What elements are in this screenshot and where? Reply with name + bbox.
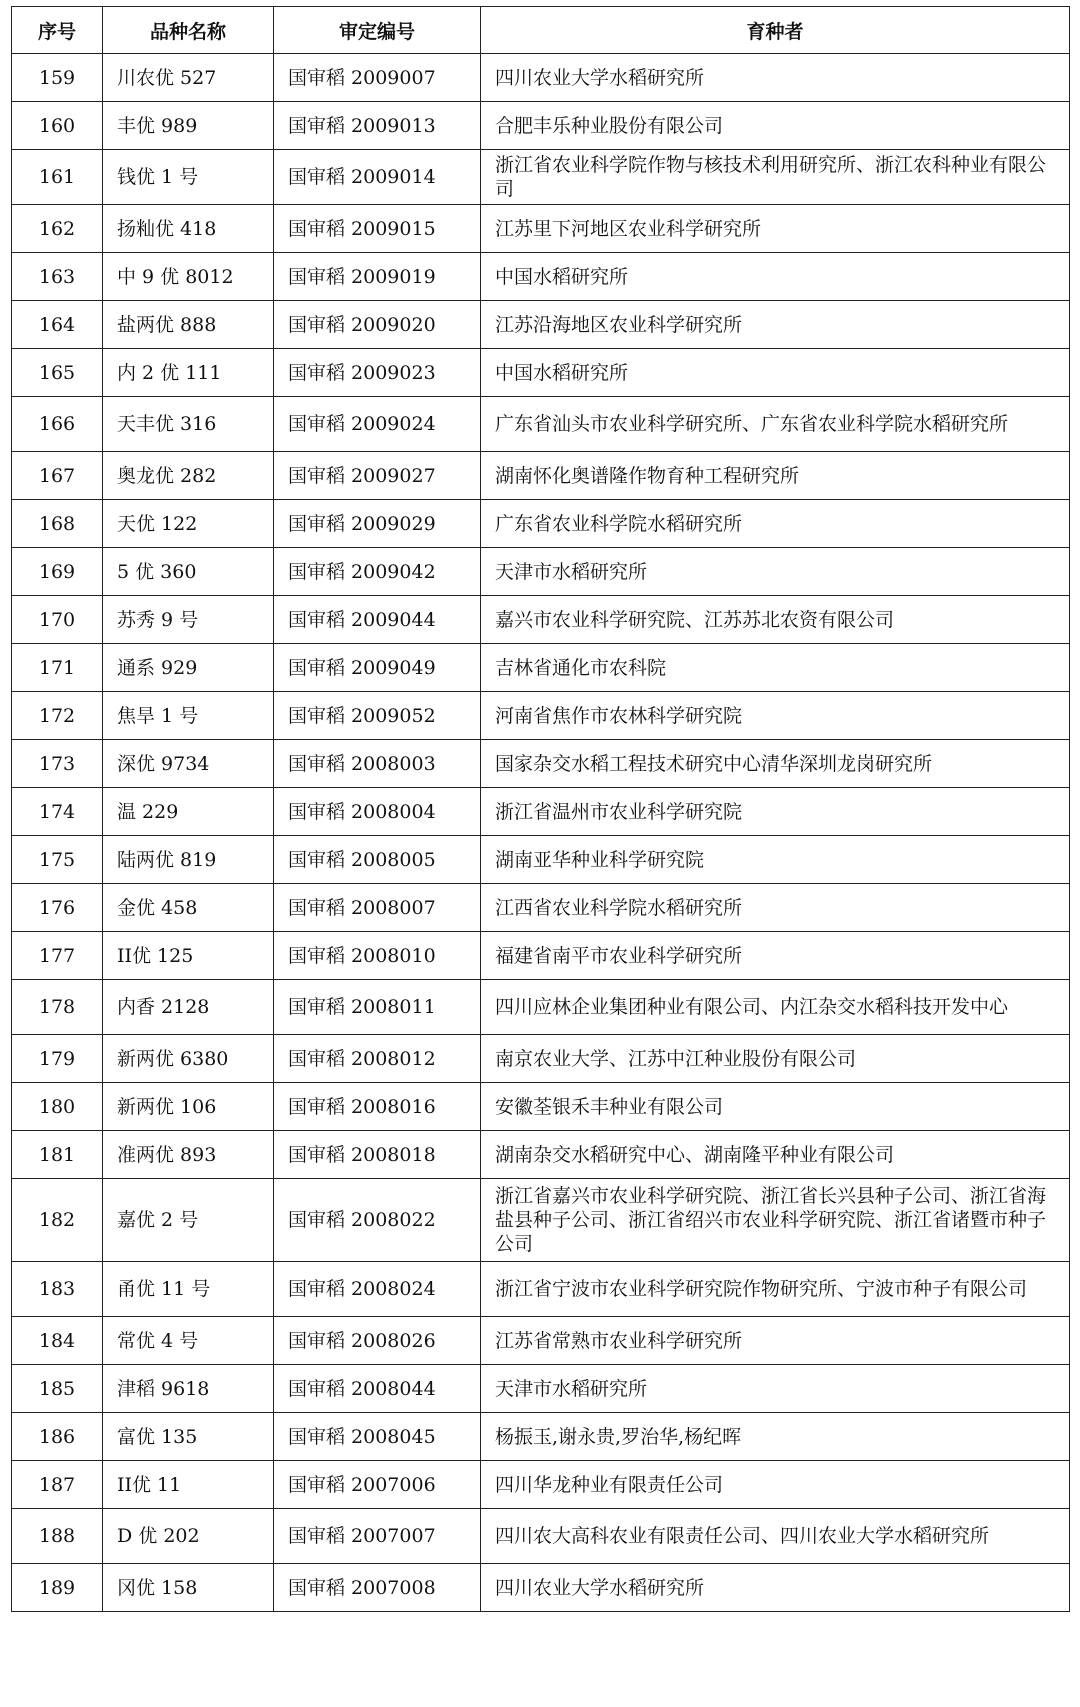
cell-serial-no: 174 <box>12 788 103 836</box>
cell-variety-name: 嘉优 2 号 <box>103 1179 274 1262</box>
cell-variety-name: 天丰优 316 <box>103 397 274 452</box>
cell-variety-name: 奥龙优 282 <box>103 452 274 500</box>
cell-approval-number: 国审稻 2009044 <box>274 596 481 644</box>
cell-variety-name: II优 11 <box>103 1461 274 1509</box>
cell-serial-no: 161 <box>12 150 103 205</box>
cell-approval-number: 国审稻 2009007 <box>274 54 481 102</box>
cell-breeder: 四川农业大学水稻研究所 <box>481 54 1070 102</box>
cell-breeder: 江苏里下河地区农业科学研究所 <box>481 205 1070 253</box>
cell-variety-name: 新两优 106 <box>103 1083 274 1131</box>
cell-breeder: 四川应林企业集团种业有限公司、内江杂交水稻科技开发中心 <box>481 980 1070 1035</box>
table-row <box>12 884 1070 932</box>
variety-table <box>11 6 1070 1612</box>
table-row <box>12 1131 1070 1179</box>
cell-breeder: 南京农业大学、江苏中江种业股份有限公司 <box>481 1035 1070 1083</box>
cell-serial-no: 169 <box>12 548 103 596</box>
cell-breeder: 湖南杂交水稻研究中心、湖南隆平种业有限公司 <box>481 1131 1070 1179</box>
cell-breeder: 安徽荃银禾丰种业有限公司 <box>481 1083 1070 1131</box>
table-row <box>12 349 1070 397</box>
table-row <box>12 596 1070 644</box>
cell-approval-number: 国审稻 2008024 <box>274 1262 481 1317</box>
cell-breeder: 杨振玉,谢永贵,罗治华,杨纪晖 <box>481 1413 1070 1461</box>
cell-variety-name: 钱优 1 号 <box>103 150 274 205</box>
cell-breeder: 河南省焦作市农林科学研究院 <box>481 692 1070 740</box>
cell-approval-number: 国审稻 2007006 <box>274 1461 481 1509</box>
cell-breeder: 广东省汕头市农业科学研究所、广东省农业科学院水稻研究所 <box>481 397 1070 452</box>
cell-variety-name: 盐两优 888 <box>103 301 274 349</box>
table-row <box>12 644 1070 692</box>
cell-serial-no: 180 <box>12 1083 103 1131</box>
table-row <box>12 1461 1070 1509</box>
table-row <box>12 740 1070 788</box>
cell-approval-number: 国审稻 2009049 <box>274 644 481 692</box>
cell-approval-number: 国审稻 2008005 <box>274 836 481 884</box>
table-row <box>12 1413 1070 1461</box>
cell-serial-no: 166 <box>12 397 103 452</box>
cell-variety-name: 焦旱 1 号 <box>103 692 274 740</box>
table-row <box>12 1035 1070 1083</box>
cell-variety-name: 准两优 893 <box>103 1131 274 1179</box>
cell-breeder: 四川农大高科农业有限责任公司、四川农业大学水稻研究所 <box>481 1509 1070 1564</box>
cell-approval-number: 国审稻 2008045 <box>274 1413 481 1461</box>
table-row <box>12 1083 1070 1131</box>
table-row <box>12 1365 1070 1413</box>
cell-breeder: 江苏省常熟市农业科学研究所 <box>481 1317 1070 1365</box>
cell-serial-no: 177 <box>12 932 103 980</box>
cell-breeder: 浙江省宁波市农业科学研究院作物研究所、宁波市种子有限公司 <box>481 1262 1070 1317</box>
cell-approval-number: 国审稻 2009024 <box>274 397 481 452</box>
table-header-row <box>12 7 1070 54</box>
cell-approval-number: 国审稻 2007007 <box>274 1509 481 1564</box>
table-row <box>12 1317 1070 1365</box>
table-row <box>12 1564 1070 1612</box>
cell-serial-no: 186 <box>12 1413 103 1461</box>
cell-serial-no: 168 <box>12 500 103 548</box>
header-serial-no: 序号 <box>12 7 103 54</box>
cell-serial-no: 165 <box>12 349 103 397</box>
cell-breeder: 浙江省嘉兴市农业科学研究院、浙江省长兴县种子公司、浙江省海盐县种子公司、浙江省绍兴市农业科学研究院、浙江省诸暨市种子公司 <box>481 1179 1070 1262</box>
cell-approval-number: 国审稻 2008018 <box>274 1131 481 1179</box>
cell-approval-number: 国审稻 2008044 <box>274 1365 481 1413</box>
cell-variety-name: 冈优 158 <box>103 1564 274 1612</box>
cell-variety-name: II优 125 <box>103 932 274 980</box>
cell-serial-no: 162 <box>12 205 103 253</box>
header-approval-number: 审定编号 <box>274 7 481 54</box>
cell-serial-no: 167 <box>12 452 103 500</box>
table-row <box>12 932 1070 980</box>
cell-serial-no: 173 <box>12 740 103 788</box>
table-row <box>12 980 1070 1035</box>
cell-breeder: 四川华龙种业有限责任公司 <box>481 1461 1070 1509</box>
cell-variety-name: 常优 4 号 <box>103 1317 274 1365</box>
cell-variety-name: 扬籼优 418 <box>103 205 274 253</box>
cell-approval-number: 国审稻 2008022 <box>274 1179 481 1262</box>
cell-approval-number: 国审稻 2008010 <box>274 932 481 980</box>
cell-approval-number: 国审稻 2007008 <box>274 1564 481 1612</box>
cell-breeder: 吉林省通化市农科院 <box>481 644 1070 692</box>
table-row <box>12 692 1070 740</box>
cell-variety-name: 中 9 优 8012 <box>103 253 274 301</box>
cell-serial-no: 171 <box>12 644 103 692</box>
cell-approval-number: 国审稻 2009014 <box>274 150 481 205</box>
cell-serial-no: 184 <box>12 1317 103 1365</box>
cell-breeder: 国家杂交水稻工程技术研究中心清华深圳龙岗研究所 <box>481 740 1070 788</box>
cell-approval-number: 国审稻 2008026 <box>274 1317 481 1365</box>
cell-breeder: 福建省南平市农业科学研究所 <box>481 932 1070 980</box>
cell-approval-number: 国审稻 2009052 <box>274 692 481 740</box>
cell-approval-number: 国审稻 2009027 <box>274 452 481 500</box>
cell-variety-name: 通系 929 <box>103 644 274 692</box>
table-row <box>12 452 1070 500</box>
cell-serial-no: 172 <box>12 692 103 740</box>
cell-variety-name: 丰优 989 <box>103 102 274 150</box>
cell-serial-no: 185 <box>12 1365 103 1413</box>
cell-serial-no: 163 <box>12 253 103 301</box>
table-row <box>12 1262 1070 1317</box>
cell-variety-name: 温 229 <box>103 788 274 836</box>
cell-variety-name: 内 2 优 111 <box>103 349 274 397</box>
cell-serial-no: 160 <box>12 102 103 150</box>
table-row <box>12 836 1070 884</box>
header-breeder: 育种者 <box>481 7 1070 54</box>
table-row <box>12 150 1070 205</box>
cell-approval-number: 国审稻 2008011 <box>274 980 481 1035</box>
cell-serial-no: 187 <box>12 1461 103 1509</box>
cell-variety-name: 川农优 527 <box>103 54 274 102</box>
table-row <box>12 500 1070 548</box>
cell-variety-name: D 优 202 <box>103 1509 274 1564</box>
cell-variety-name: 甬优 11 号 <box>103 1262 274 1317</box>
cell-serial-no: 189 <box>12 1564 103 1612</box>
cell-breeder: 湖南怀化奥谱隆作物育种工程研究所 <box>481 452 1070 500</box>
cell-approval-number: 国审稻 2008003 <box>274 740 481 788</box>
cell-breeder: 中国水稻研究所 <box>481 253 1070 301</box>
cell-approval-number: 国审稻 2008016 <box>274 1083 481 1131</box>
cell-breeder: 江西省农业科学院水稻研究所 <box>481 884 1070 932</box>
cell-breeder: 嘉兴市农业科学研究院、江苏苏北农资有限公司 <box>481 596 1070 644</box>
cell-approval-number: 国审稻 2009023 <box>274 349 481 397</box>
table-row <box>12 301 1070 349</box>
cell-variety-name: 富优 135 <box>103 1413 274 1461</box>
table-row <box>12 102 1070 150</box>
cell-variety-name: 金优 458 <box>103 884 274 932</box>
variety-table-container <box>11 6 1069 1612</box>
cell-breeder: 合肥丰乐种业股份有限公司 <box>481 102 1070 150</box>
cell-breeder: 中国水稻研究所 <box>481 349 1070 397</box>
table-row <box>12 397 1070 452</box>
table-row <box>12 1509 1070 1564</box>
cell-approval-number: 国审稻 2009042 <box>274 548 481 596</box>
cell-approval-number: 国审稻 2009015 <box>274 205 481 253</box>
cell-variety-name: 苏秀 9 号 <box>103 596 274 644</box>
cell-approval-number: 国审稻 2009013 <box>274 102 481 150</box>
cell-breeder: 广东省农业科学院水稻研究所 <box>481 500 1070 548</box>
cell-breeder: 江苏沿海地区农业科学研究所 <box>481 301 1070 349</box>
cell-variety-name: 深优 9734 <box>103 740 274 788</box>
cell-variety-name: 天优 122 <box>103 500 274 548</box>
table-row <box>12 1179 1070 1262</box>
cell-variety-name: 津稻 9618 <box>103 1365 274 1413</box>
cell-serial-no: 183 <box>12 1262 103 1317</box>
cell-approval-number: 国审稻 2009029 <box>274 500 481 548</box>
cell-serial-no: 176 <box>12 884 103 932</box>
header-variety-name: 品种名称 <box>103 7 274 54</box>
cell-approval-number: 国审稻 2008004 <box>274 788 481 836</box>
cell-breeder: 浙江省农业科学院作物与核技术利用研究所、浙江农科种业有限公司 <box>481 150 1070 205</box>
cell-variety-name: 陆两优 819 <box>103 836 274 884</box>
cell-serial-no: 178 <box>12 980 103 1035</box>
cell-serial-no: 159 <box>12 54 103 102</box>
table-row <box>12 205 1070 253</box>
table-body <box>12 54 1070 1612</box>
table-row <box>12 253 1070 301</box>
table-row <box>12 54 1070 102</box>
cell-serial-no: 181 <box>12 1131 103 1179</box>
cell-variety-name: 5 优 360 <box>103 548 274 596</box>
cell-approval-number: 国审稻 2009020 <box>274 301 481 349</box>
cell-breeder: 天津市水稻研究所 <box>481 1365 1070 1413</box>
cell-breeder: 浙江省温州市农业科学研究院 <box>481 788 1070 836</box>
cell-approval-number: 国审稻 2008007 <box>274 884 481 932</box>
cell-breeder: 四川农业大学水稻研究所 <box>481 1564 1070 1612</box>
cell-approval-number: 国审稻 2008012 <box>274 1035 481 1083</box>
cell-approval-number: 国审稻 2009019 <box>274 253 481 301</box>
cell-serial-no: 164 <box>12 301 103 349</box>
cell-breeder: 湖南亚华种业科学研究院 <box>481 836 1070 884</box>
cell-variety-name: 内香 2128 <box>103 980 274 1035</box>
cell-variety-name: 新两优 6380 <box>103 1035 274 1083</box>
cell-breeder: 天津市水稻研究所 <box>481 548 1070 596</box>
cell-serial-no: 170 <box>12 596 103 644</box>
cell-serial-no: 175 <box>12 836 103 884</box>
table-row <box>12 548 1070 596</box>
cell-serial-no: 182 <box>12 1179 103 1262</box>
cell-serial-no: 179 <box>12 1035 103 1083</box>
table-row <box>12 788 1070 836</box>
cell-serial-no: 188 <box>12 1509 103 1564</box>
